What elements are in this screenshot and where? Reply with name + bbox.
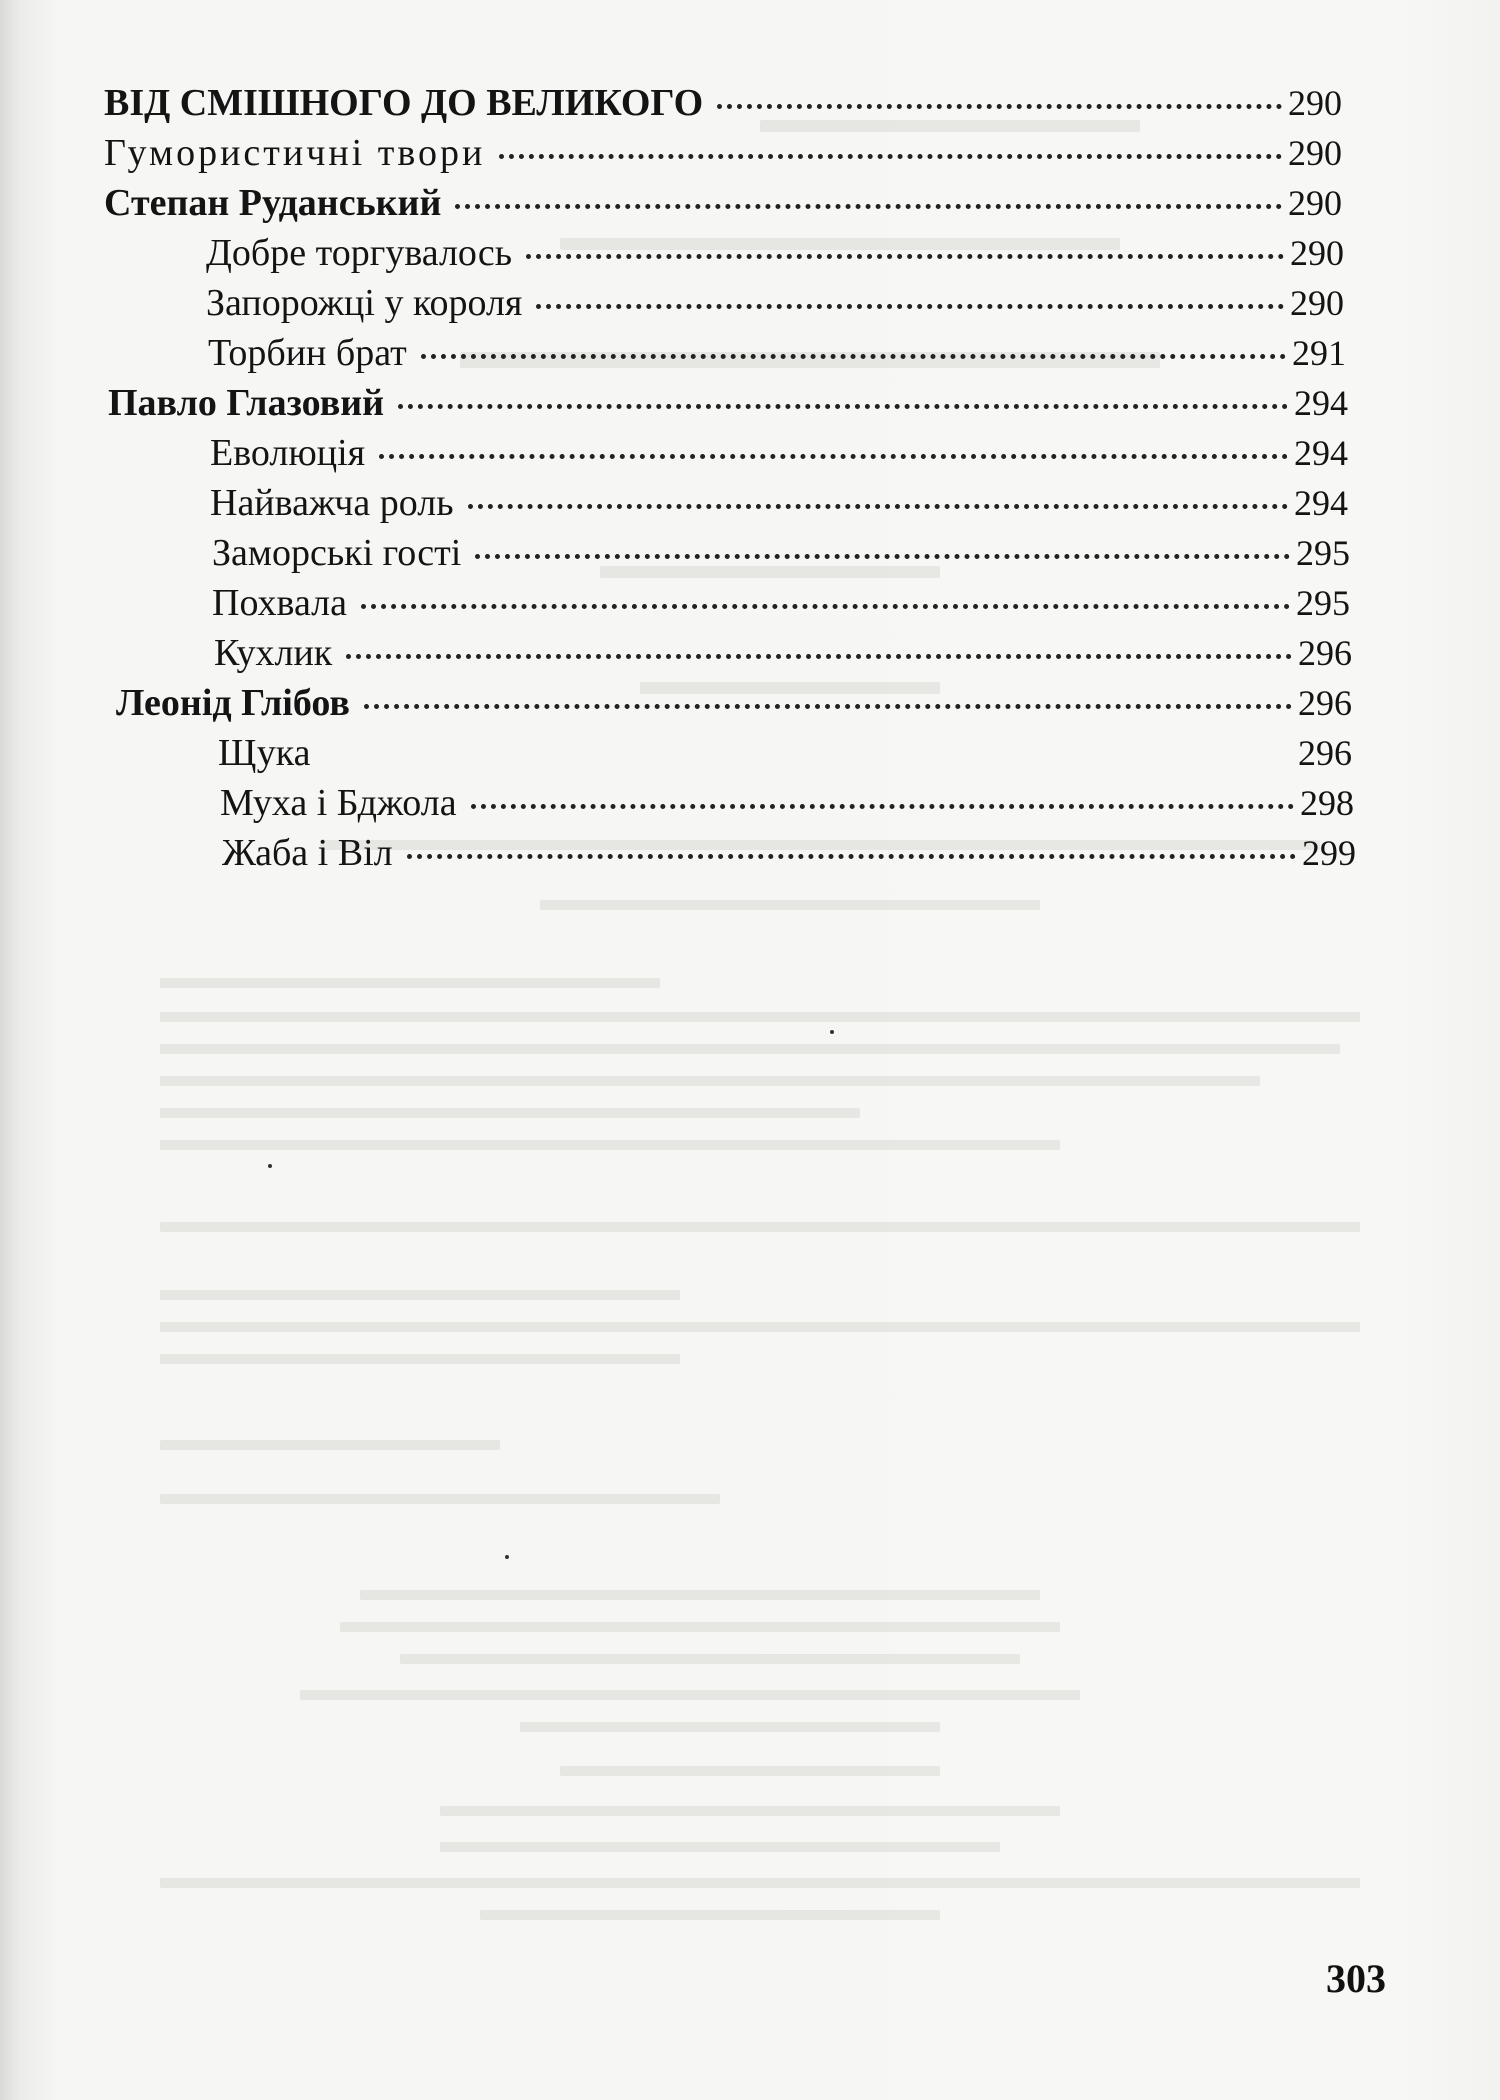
show-through-mark (160, 1290, 680, 1300)
show-through-mark (160, 1222, 1360, 1232)
toc-entry-page: 295 (1296, 533, 1350, 573)
toc-entry-page: 294 (1294, 433, 1348, 473)
show-through-mark (160, 1108, 860, 1118)
toc-entry-title: Гумористичні твори (104, 132, 486, 174)
show-through-mark (540, 900, 1040, 910)
toc-entry-page: 290 (1288, 183, 1342, 223)
speck (268, 1164, 272, 1168)
speck (505, 1555, 509, 1559)
show-through-mark (400, 1654, 1020, 1664)
show-through-mark (480, 1910, 940, 1920)
toc-entry-page: 299 (1302, 833, 1356, 873)
toc-entry-page: 298 (1300, 783, 1354, 823)
toc-entry (104, 80, 1342, 126)
dot-leader (364, 704, 1292, 709)
dot-leader (468, 504, 1288, 509)
show-through-mark (160, 1440, 500, 1450)
show-through-mark (300, 1690, 1080, 1700)
toc-entry-page: 296 (1298, 733, 1352, 773)
toc-entry (210, 430, 1348, 476)
speck (830, 1030, 834, 1034)
toc-entry (222, 830, 1356, 876)
toc-entry-title: Заморські гості (212, 532, 462, 574)
dot-leader (526, 254, 1284, 259)
toc-entry-title: Муха і Бджола (220, 782, 457, 824)
toc-entry-title: Еволюція (210, 432, 366, 474)
show-through-mark (440, 1806, 1060, 1816)
dot-leader (398, 404, 1288, 409)
dot-leader (325, 754, 1292, 759)
toc-entry-title: Жаба і Віл (222, 832, 393, 874)
toc-entry-title: Торбин брат (208, 332, 407, 374)
dot-leader (346, 654, 1292, 659)
dot-leader (361, 604, 1290, 609)
toc-entry (104, 130, 1342, 176)
toc-entry-page: 296 (1298, 683, 1352, 723)
dot-leader (475, 554, 1290, 559)
toc-entry-title: Запорожці у короля (206, 282, 523, 324)
show-through-mark (560, 1766, 940, 1776)
toc-entry-page: 294 (1294, 483, 1348, 523)
show-through-mark (160, 1044, 1340, 1054)
toc-entry (206, 280, 1344, 326)
toc-entry-title: Кухлик (214, 632, 333, 674)
toc-entry-page: 290 (1290, 283, 1344, 323)
toc-entry-page: 296 (1298, 633, 1352, 673)
toc-entry-title: Щука (218, 732, 311, 774)
page-number: 303 (1326, 1956, 1386, 2001)
dot-leader (421, 354, 1286, 359)
dot-leader (717, 104, 1282, 109)
toc-entry-page: 295 (1296, 583, 1350, 623)
show-through-mark (160, 1012, 1360, 1022)
show-through-mark (440, 1842, 1000, 1852)
show-through-mark (160, 1076, 1260, 1086)
dot-leader (499, 154, 1282, 159)
toc-entry (218, 730, 1352, 776)
dot-leader (407, 854, 1296, 859)
toc-entry (208, 330, 1346, 376)
toc-entry (220, 780, 1354, 826)
toc-entry-title: Павло Глазовий (108, 382, 385, 424)
show-through-mark (360, 1590, 1040, 1600)
show-through-mark (340, 1622, 1060, 1632)
toc-entry (214, 630, 1352, 676)
show-through-mark (160, 1878, 1360, 1888)
toc-entry (212, 580, 1350, 626)
toc-entry-title: Добре торгувалось (206, 232, 513, 274)
toc-entry (116, 680, 1352, 726)
toc-entry-page: 290 (1288, 83, 1342, 123)
toc-entry (210, 480, 1348, 526)
toc-entry-title: Леонід Глібов (116, 682, 350, 724)
dot-leader (536, 304, 1284, 309)
show-through-mark (520, 1722, 940, 1732)
show-through-mark (160, 978, 660, 988)
show-through-mark (160, 1140, 1060, 1150)
dot-leader (471, 804, 1294, 809)
toc-entry-page: 291 (1292, 333, 1346, 373)
toc-entry-page: 290 (1290, 233, 1344, 273)
toc-entry-title: Похвала (212, 582, 347, 624)
toc-entry-title: Степан Руданський (104, 182, 442, 224)
toc-entry (104, 180, 1342, 226)
toc-entry (212, 530, 1350, 576)
toc-entry-title: ВІД СМІШНОГО ДО ВЕЛИКОГО (104, 82, 704, 124)
toc-entry (206, 230, 1344, 276)
show-through-mark (160, 1322, 1360, 1332)
dot-leader (455, 204, 1282, 209)
dot-leader (379, 454, 1288, 459)
show-through-mark (160, 1354, 680, 1364)
toc-entry-page: 294 (1294, 383, 1348, 423)
toc-entry-page: 290 (1288, 133, 1342, 173)
show-through-mark (160, 1494, 720, 1504)
toc-entry (108, 380, 1348, 426)
toc-entry-title: Найважча роль (210, 482, 454, 524)
